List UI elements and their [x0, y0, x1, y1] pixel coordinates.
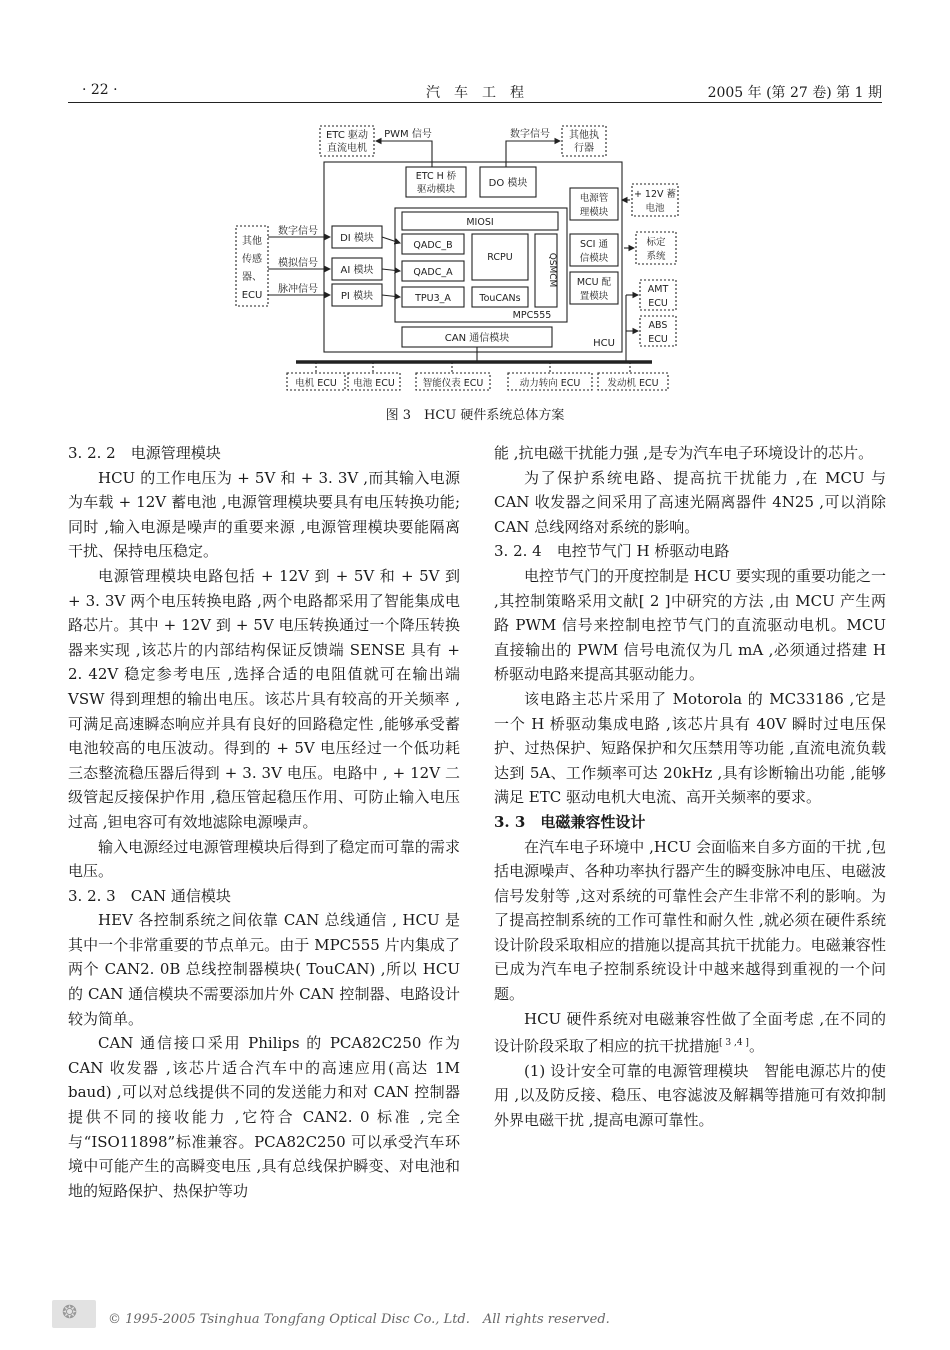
paragraph: 输入电源经过电源管理模块后得到了稳定而可靠的需求电压。: [68, 837, 460, 881]
paragraph: 该电路主芯片采用了 Motorola 的 MC33186 ,它是一个 H 桥驱动集成电路 ,该芯片具有 40V 瞬时过电压保护、过热保护、短路保护和欠压禁用等功能 ,直流电流负载达到 5A、工作频率可达 20kHz ,具有诊断输出功能 ,能够满足 ETC 驱动电机大电流、高开关频率的要求。: [494, 689, 886, 807]
mpc555-label: MPC555: [512, 310, 552, 321]
header-rule: [68, 102, 882, 103]
section-heading: 3. 2. 2 电源管理模块: [68, 444, 221, 462]
svg-text:置模块: 置模块: [579, 291, 609, 302]
qadc-b-label: QADC_B: [413, 240, 453, 251]
paragraph: 能 ,抗电磁干扰能力强 ,是专为汽车电子环境设计的芯片。: [494, 444, 874, 462]
tpu3-a-label: TPU3_A: [415, 293, 451, 304]
di-module-label: DI 模块: [340, 233, 374, 244]
pwm-arrow: [376, 141, 432, 167]
digital-signal-label: 数字信号: [278, 226, 318, 237]
section-heading: 3. 2. 4 电控节气门 H 桥驱动电路: [494, 542, 730, 561]
paragraph: 电控节气门的开度控制是 HCU 要实现的重要功能之一 ,其控制策略采用文献[ 2 ]中研究的方法 ,由 MCU 产生两路 PWM 信号来控制电控节气门的直流驱动电机。MCU 直接输出的 PWM 信号电流仅为几 mA ,必须通过搭建 H 桥驱动电路来提高其驱动能力。: [494, 566, 886, 684]
other-actuators-label-1: 其他执: [569, 130, 599, 141]
paragraph: CAN 通信接口采用 Philips 的 PCA82C250 作为 CAN 收发器 ,该芯片适合汽车中的高速应用(高达 1M baud) ,可以对总线提供不同的发送能力和对 CAN 控制器提供不同的接收能力 ,它符合 CAN2. 0 标准 ,完全与“ISO11898”标准兼容。PCA82C250 可以承受汽车环境中可能产生的高瞬变电压 ,具有总线保护瞬变、对电池和地的短路保护、热保护等功: [68, 1034, 460, 1200]
svg-text:理模块: 理模块: [579, 207, 609, 218]
paragraph: HEV 各控制系统之间依靠 CAN 总线通信 , HCU 是其中一个非常重要的节点单元。由于 MPC555 片内集成了两个 CAN2. 0B 总线控制器模块( TouCAN) ,所以 HCU 的 CAN 通信模块不需要添加片外 CAN 控制器、电路设计较为简单。: [68, 911, 460, 1028]
paragraph: 为了保护系统电路、提高抗干扰能力 ,在 MCU 与 CAN 收发器之间采用了高速光隔离器件 4N25 ,可以消除 CAN 总线网络对系统的影响。: [494, 468, 886, 536]
left-column: [68, 441, 460, 1203]
svg-text:系统: 系统: [646, 251, 666, 262]
digital-out-arrow: [506, 141, 560, 167]
paragraph: HCU 的工作电压为 + 5V 和 + 3. 3V ,而其输入电源为车载 + 12V 蓄电池 ,电源管理模块要具有电压转换功能;同时 ,输入电源是噪声的重要来源 ,电源管理模块要能隔离干扰、保持电压稳定。: [68, 468, 460, 561]
svg-text:AMT: AMT: [647, 284, 669, 295]
analog-signal-label: 模拟信号: [278, 258, 318, 269]
hcu-block-diagram: [232, 122, 712, 394]
paragraph: 在汽车电子环境中 ,HCU 会面临来自多方面的干扰 ,包括电源噪声、各种功率执行器产生的瞬变脉冲电压、电磁波信号发射等 ,这对系统的可靠性会产生非常不利的影响。为了提高控制系统的工作可靠性和耐久性 ,就必须在硬件系统设计阶段采取相应的措施以提高其抗干扰能力。电磁兼容性已成为汽车电子控制系统设计中越来越得到重视的一个问题。: [494, 837, 886, 1004]
paragraph: HCU 硬件系统对电磁兼容性做了全面考虑 ,在不同的设计阶段采取了相应的抗干扰措施[ 3 ,4 ]。: [494, 1009, 886, 1056]
svg-text:动力转向 ECU: 动力转向 ECU: [519, 378, 581, 389]
running-header: [68, 82, 882, 104]
svg-text:ABS: ABS: [648, 320, 668, 331]
svg-text:其他: 其他: [242, 236, 262, 247]
svg-text:电池: 电池: [645, 203, 665, 214]
can-module-label: CAN 通信模块: [444, 333, 510, 344]
svg-text:电源管: 电源管: [579, 193, 609, 204]
toucans-label: TouCANs: [479, 293, 521, 304]
do-module-label: DO 模块: [488, 178, 528, 189]
ai-module-label: AI 模块: [340, 265, 374, 276]
citation: [ 3 ,4 ]: [719, 1038, 749, 1049]
etc-motor-label-1: ETC 驱动: [325, 130, 369, 141]
svg-text:SCI 通: SCI 通: [580, 239, 608, 250]
etc-motor-label-2: 直流电机: [327, 143, 367, 154]
svg-text:ECU: ECU: [648, 334, 668, 345]
svg-text:标定: 标定: [646, 237, 666, 248]
figure-caption: 图 3 HCU 硬件系统总体方案: [385, 408, 565, 423]
etc-hbridge-label-1: ETC H 桥: [415, 171, 457, 182]
svg-text:电机 ECU: 电机 ECU: [295, 378, 337, 389]
svg-text:智能仪表 ECU: 智能仪表 ECU: [422, 378, 484, 389]
qsmcm-label: QSMCM: [547, 252, 557, 288]
svg-text:器、: 器、: [242, 272, 262, 283]
svg-text:+ 12V 蓄: + 12V 蓄: [633, 189, 677, 200]
svg-text:ECU: ECU: [648, 298, 668, 309]
hcu-label: HCU: [593, 338, 615, 349]
svg-text:传感: 传感: [242, 254, 262, 265]
svg-text:发动机 ECU: 发动机 ECU: [607, 378, 659, 389]
svg-text:电池 ECU: 电池 ECU: [353, 378, 395, 389]
journal-title: 汽 车 工 程: [426, 85, 524, 101]
hcu-outer-box: [324, 162, 622, 352]
etc-hbridge-label-2: 驱动模块: [416, 184, 456, 195]
paragraph: 电源管理模块电路包括 + 12V 到 + 5V 和 + 5V 到 + 3. 3V 两个电压转换电路 ,两个电路都采用了智能集成电路芯片。其中 + 12V 到 + 5V 电压转换通过一个降压转换器来实现 ,该芯片的内部结构保证反馈端 SENSE 具有 + 2. 42V 稳定参考电压 ,选择合适的电阻值就可在输出端 VSW 得到理想的输出电压。该芯片具有较高的开关频率 ,可满足高速瞬态响应并具有良好的回路稳定性 ,能够承受蓄电池较高的电压波动。得到的 + 5V 电压经过一个低功耗三态整流稳压器后得到 + 3. 3V 电压。电路中 , + 12V 二级管起反接保护作用 ,稳压管起稳压作用、可防止输入电压过高 ,钽电容可有效地滤除电源噪声。: [68, 566, 460, 831]
publisher-logo-icon: ❂: [52, 1300, 96, 1328]
section-heading: 3. 3 电磁兼容性设计: [494, 812, 646, 831]
right-column: [494, 441, 886, 1133]
pi-module-label: PI 模块: [340, 291, 374, 302]
pulse-signal-label: 脉冲信号: [278, 284, 318, 295]
paragraph: (1) 设计安全可靠的电源管理模块 智能电源芯片的使用 ,以及防反接、稳压、电容滤波及解耦等措施可有效抑制外界电磁干扰 ,提高电源可靠性。: [494, 1061, 886, 1130]
svg-text:ECU: ECU: [241, 290, 263, 301]
section-heading: 3. 2. 3 CAN 通信模块: [68, 886, 231, 905]
copyright-notice: © 1995-2005 Tsinghua Tongfang Optical Disc Co., Ltd. All rights reserved.: [108, 1312, 610, 1327]
issue-info: 2005 年 (第 27 卷) 第 1 期: [707, 85, 882, 101]
other-actuators-label-2: 行器: [574, 143, 594, 154]
footer: [52, 1300, 902, 1332]
page-number: · 22 ·: [82, 82, 118, 98]
svg-text:MCU 配: MCU 配: [576, 277, 612, 288]
rcpu-label: RCPU: [487, 252, 513, 263]
pwm-signal-label: PWM 信号: [384, 129, 432, 140]
svg-text:信模块: 信模块: [579, 253, 609, 264]
digital-signal-top-label: 数字信号: [510, 129, 550, 140]
qadc-a-label: QADC_A: [413, 267, 453, 278]
miosi-label: MIOSI: [466, 217, 494, 228]
